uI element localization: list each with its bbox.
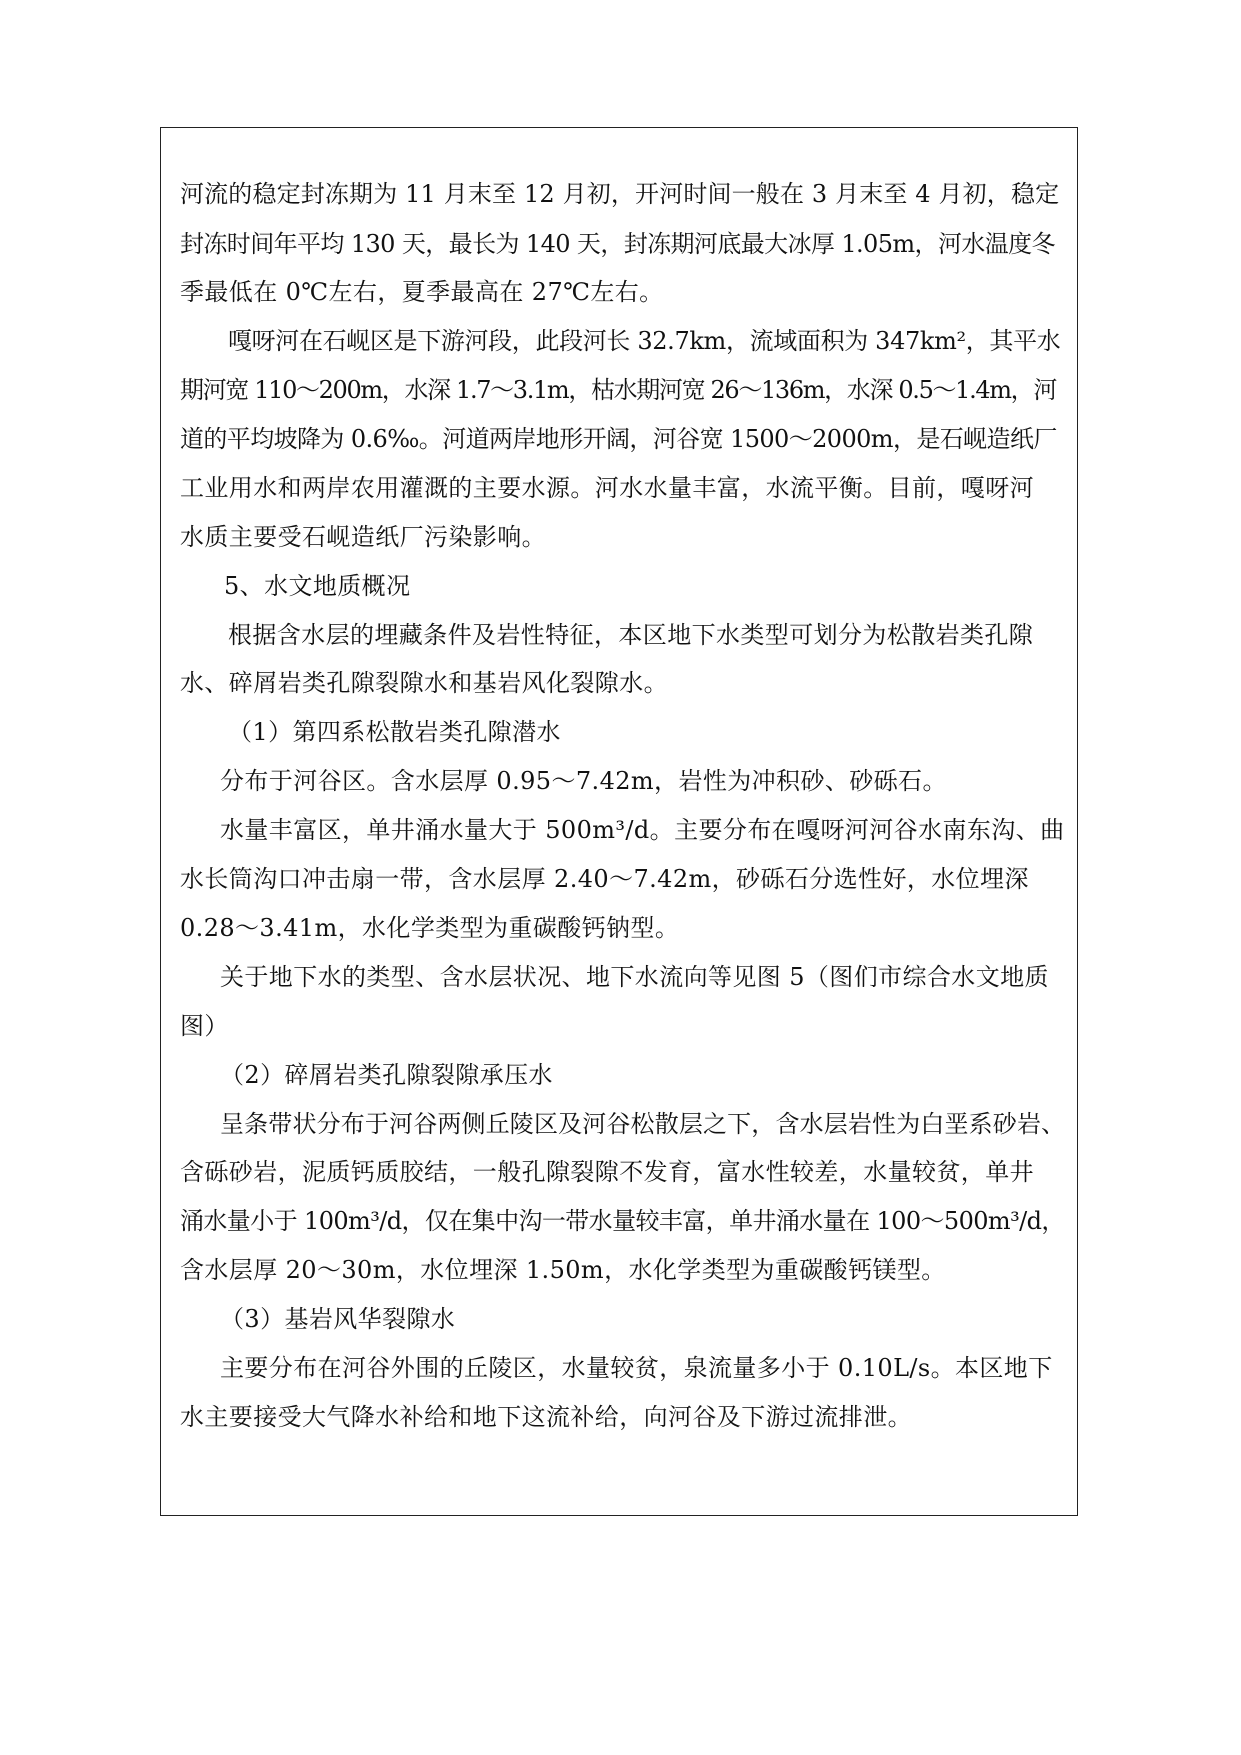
text-line: 图） [180, 1012, 229, 1040]
text-line: 关于地下水的类型、含水层状况、地下水流向等见图 5（图们市综合水文地质 [220, 963, 1049, 991]
text-line: 根据含水层的埋藏条件及岩性特征，本区地下水类型可划分为松散岩类孔隙 [228, 621, 1034, 649]
text-line: 封冻时间年平均 130 天，最长为 140 天，封冻期河底最大冰厚 1.05m，河水温度冬 [180, 230, 1055, 258]
text-line: 含砾砂岩，泥质钙质胶结，一般孔隙裂隙不发育，富水性较差，水量较贫，单井 [180, 1158, 1034, 1186]
text-line: 水主要接受大气降水补给和地下这流补给，向河谷及下游过流排泄。 [180, 1403, 912, 1431]
text-line: 水量丰富区，单井涌水量大于 500m³/d。主要分布在嘎呀河河谷水南东沟、曲 [220, 816, 1065, 844]
text-line: 涌水量小于 100m³/d，仅在集中沟一带水量较丰富，单井涌水量在 100～500m³/d， [180, 1207, 1065, 1235]
text-line: 道的平均坡降为 0.6‰。河道两岸地形开阔，河谷宽 1500～2000m，是石岘造纸厂 [180, 425, 1057, 453]
subsection-heading: （1）第四系松散岩类孔隙潜水 [228, 718, 561, 746]
text-line: 水质主要受石岘造纸厂污染影响。 [180, 523, 546, 551]
text-line: 0.28～3.41m，水化学类型为重碳酸钙钠型。 [180, 914, 680, 942]
text-line: 季最低在 0℃左右，夏季最高在 27℃左右。 [180, 278, 664, 306]
text-line: 含水层厚 20～30m，水位埋深 1.50m，水化学类型为重碳酸钙镁型。 [180, 1256, 946, 1284]
subsection-heading: （2）碎屑岩类孔隙裂隙承压水 [220, 1061, 553, 1089]
text-line: 主要分布在河谷外围的丘陵区，水量较贫，泉流量多小于 0.10L/s。本区地下 [220, 1354, 1053, 1382]
text-line: 呈条带状分布于河谷两侧丘陵区及河谷松散层之下，含水层岩性为白垩系砂岩、 [220, 1110, 1066, 1138]
text-line: 期河宽 110～200m，水深 1.7～3.1m，枯水期河宽 26～136m，水深 0.5～1.4m，河 [180, 376, 1056, 404]
text-line: 工业用水和两岸农用灌溉的主要水源。河水水量丰富，水流平衡。目前，嘎呀河 [180, 474, 1034, 502]
text-line: 河流的稳定封冻期为 11 月末至 12 月初，开河时间一般在 3 月末至 4 月初，稳定 [180, 180, 1060, 208]
section-heading: 5、水文地质概况 [224, 572, 411, 600]
text-line: 分布于河谷区。含水层厚 0.95～7.42m，岩性为冲积砂、砂砾石。 [220, 767, 947, 795]
subsection-heading: （3）基岩风华裂隙水 [220, 1305, 456, 1333]
text-line: 水长筒沟口冲击扇一带，含水层厚 2.40～7.42m，砂砾石分选性好，水位埋深 [180, 865, 1029, 893]
text-line: 水、碎屑岩类孔隙裂隙水和基岩风化裂隙水。 [180, 669, 668, 697]
text-line: 嘎呀河在石岘区是下游河段，此段河长 32.7km，流域面积为 347km²，其平水 [228, 327, 1061, 355]
